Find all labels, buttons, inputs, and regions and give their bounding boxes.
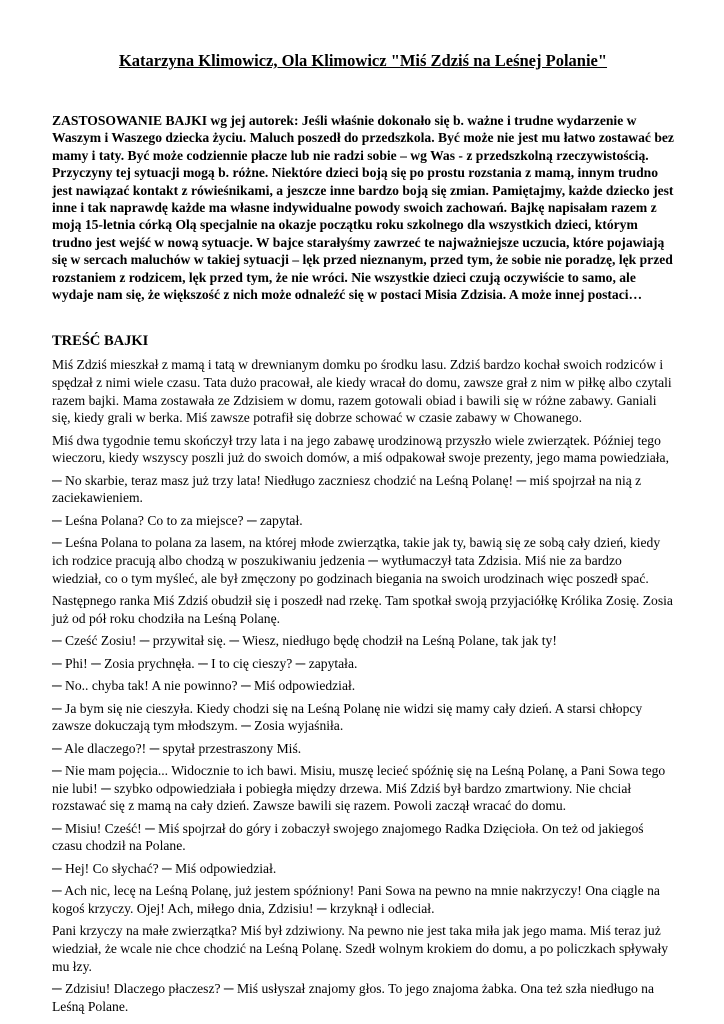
story-paragraph: Miś dwa tygodnie temu skończył trzy lata i na jego zabawę urodzinową przyszło wiele zwierzątek. Później tego wieczoru, kiedy wszyscy poszli już do swoich domów, a miś odpakował swoje prezenty, jego mama powiedziała, bbox=[52, 432, 669, 466]
story-paragraph: ─ Leśna Polana? Co to za miejsce? ─ zapytał. bbox=[52, 512, 303, 528]
story-paragraph: Następnego ranka Miś Zdziś obudził się i poszedł nad rzekę. Tam spotkał swoją przyjaciółkę Królika Zosię. Zosia już od pół roku chodziła na Leśną Polanę. bbox=[52, 593, 673, 626]
document-page bbox=[52, 50, 674, 1020]
story-paragraph: ─ Phi! ─ Zosia prychnęła. ─ I to cię cieszy? ─ zapytała. bbox=[52, 655, 358, 671]
story-paragraph: ─ No.. chyba tak! A nie powinno? ─ Miś odpowiedział. bbox=[52, 678, 356, 694]
story-paragraph: ─ Zdzisiu! Dlaczego płaczesz? ─ Miś usłyszał znajomy głos. To jego znajoma żabka. Ona też szła niedługo na Leśną Polane. bbox=[52, 981, 655, 1014]
story-paragraph: ─ Ja bym się nie cieszyła. Kiedy chodzi się na Leśną Polanę nie widzi się mamy cały dzień. A starsi chłopcy zawsze dokuczają tym młodszym. ─ Zosia wyjaśniła. bbox=[52, 700, 643, 734]
story-paragraph: Pani krzyczy na małe zwierzątka? Miś był zdziwiony. Na pewno nie jest taka miła jak jego mama. Miś teraz już wiedział, że wcale nie chce chodzić na Leśną Polanę. Szedł wolnym krokiem do domu, a po policzkach spływały mu łzy. bbox=[52, 923, 669, 974]
story-paragraph: ─ Ach nic, lecę na Leśną Polanę, już jestem spóźniony! Pani Sowa na pewno na mnie nakrzyczy! Ona ciągle na kogoś krzyczy. Ojej! Ach, miłego dnia, Zdzisiu! ─ krzyknął i odleciał. bbox=[52, 883, 660, 916]
story-paragraph: ─ Leśna Polana to polana za lasem, na której młode zwierzątka, takie jak ty, bawią się ze sobą cały dzień, kiedy ich rodzice pracują albo chodzą w poszukiwaniu jedzenia ─ wytłumaczył tata Zdzisia. Miś nie za bardzo wiedział, co o tym myśleć, ale był zmęczony po godzinach biegania na swoich urodzinach więc poszedł spać. bbox=[52, 535, 661, 586]
story-paragraph: ─ No skarbie, teraz masz już trzy lata! Niedługo zaczniesz chodzić na Leśną Polanę! ─ miś spojrzał na nią z zaciekawieniem. bbox=[52, 472, 642, 506]
story-paragraph: Miś Zdziś mieszkał z mamą i tatą w drewnianym domku po środku lasu. Zdziś bardzo kochał swoich rodziców i spędzał z nimi wiele czasu. Tata dużo pracował, ale kiedy wracał do domu, zawsze grał z nim w piłkę albo czytali razem bajki. Mama zostawała ze Zdzisiem w domu, razem gotowali obiad i bawili się w różne zabawy. Ganiali się, kiedy grali w berka. Miś zawsze potrafił się dobrze schować w czasie zabawy w Chowanego. bbox=[52, 357, 672, 426]
section-title: TREŚĆ BAJKI bbox=[52, 333, 149, 350]
story-paragraph: ─ Cześć Zosiu! ─ przywitał się. ─ Wiesz, niedługo będę chodził na Leśną Polane, tak jak ty! bbox=[52, 633, 557, 649]
story-paragraph: ─ Misiu! Cześć! ─ Miś spojrzał do góry i zobaczył swojego znajomego Radka Dzięcioła. On też od jakiegoś czasu chodził na Polane. bbox=[52, 820, 644, 854]
story-paragraph: ─ Hej! Co słychać? ─ Miś odpowiedział. bbox=[52, 860, 277, 876]
story-paragraph: ─ Ale dlaczego?! ─ spytał przestraszony Miś. bbox=[52, 740, 302, 756]
story-body bbox=[52, 356, 674, 1015]
document-title: Katarzyna Klimowicz, Ola Klimowicz "Miś Zdziś na Leśnej Polanie" bbox=[118, 51, 608, 70]
intro-paragraph: ZASTOSOWANIE BAJKI wg jej autorek: Jeśli właśnie dokonało się b. ważne i trudne wydarzenie w Waszym i Waszego dziecka życiu. Maluch poszedł do przedszkola. Być może nie jest mu łatwo zostawać bez mamy i taty. Być może codziennie płacze lub nie radzi sobie – wg Was - z przedszkolną rzeczywistością. Przyczyny tej sytuacji mogą b. różne. Niektóre dzieci boją się po prostu rozstania z mamą, innym trudno jest nawiązać kontakt z rówieśnikami, a jeszcze inne bardzo boją się zmian. Pamiętajmy, każde dziecko jest inne i tak naprawdę każde ma własne indywidualne powody swoich zachowań. Bajkę napisałam razem z moją 15-letnia córką Olą specjalnie na okazje początku roku szkolnego dla wszystkich dzieci, którym trudno jest wejść w nową sytuacje. W bajce starałyśmy zawrzeć te najważniejsze uczucia, które pojawiają się w sercach maluchów w takiej sytuacji – lęk przed nieznanym, przed tym, że sobie nie poradzę, lęk przed rozstaniem z rodzicem, lęk przed tym, że nie wróci. Nie wszystkie dzieci czują oczywiście to samo, ale wydaje nam się, że większość z nich może odnaleźć się w postaci Misia Zdzisia. A może innej postaci… bbox=[52, 113, 674, 303]
story-paragraph: ─ Nie mam pojęcia... Widocznie to ich bawi. Misiu, muszę lecieć spóźnię się na Leśną Polanę, a Pani Sowa tego nie lubi! ─ szybko odpowiedziała i pobiegła między drzewa. Miś Zdziś był bardzo zmartwiony. Nie chciał rozstawać się z mamą na cały dzień. Zawsze bawili się razem. Powoli zaczął wracać do domu. bbox=[52, 763, 666, 814]
